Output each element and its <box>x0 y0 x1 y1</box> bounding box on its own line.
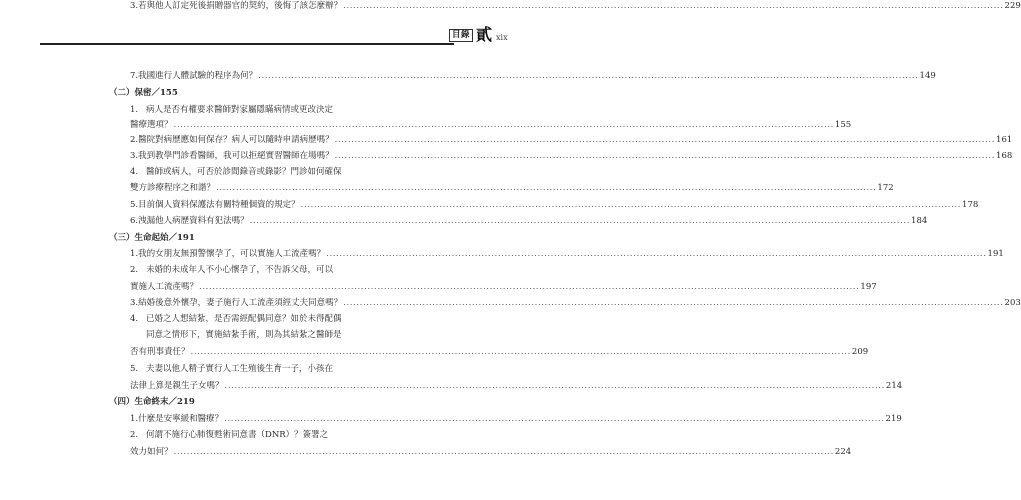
toc-entry <box>130 313 342 325</box>
header-tag: 目錄 <box>449 29 473 42</box>
entry-number: 1. <box>130 414 139 424</box>
toc-entry <box>130 297 1021 309</box>
leader-dots: ........................................................................................................................................................................................................ <box>199 282 860 292</box>
entry-title: 雙方診療程序之和諧？ <box>130 183 216 193</box>
toc-entry <box>130 248 1004 260</box>
entry-page: 197 <box>860 282 877 292</box>
entry-title: 醫院對病歷應如何保存？病人可以隨時申請病歷嗎？ <box>138 135 334 145</box>
toc-entry <box>130 380 903 392</box>
entry-number: 4. <box>130 167 139 177</box>
leader-dots: ........................................................................................................................................................................................................ <box>334 151 996 161</box>
entry-title: 目前個人資料保護法有關特種個資的規定？ <box>138 200 300 210</box>
entry-number: 5. <box>130 364 139 374</box>
entry-title: 結婚後意外懷孕，妻子施行人工流產須經丈夫同意嗎？ <box>138 298 343 308</box>
toc-entry <box>130 166 342 178</box>
entry-title: 未婚的未成年人不小心懷孕了，不告訴父母，可以 <box>146 265 334 275</box>
section-heading <box>109 87 178 99</box>
toc-entry <box>130 264 333 276</box>
entry-title: 我的女朋友無預警懷孕了，可以實施人工流產嗎？ <box>138 249 326 259</box>
leader-dots: ........................................................................................................................................................................................................ <box>173 447 834 457</box>
entry-page: 229 <box>1004 1 1021 11</box>
toc-entry <box>130 329 342 341</box>
entry-number: 2. <box>130 135 139 145</box>
entry-number: 1. <box>130 105 139 115</box>
entry-number: 1. <box>130 249 139 259</box>
entry-title: 醫師或病人，可否於診間錄音或錄影？門診如何確保 <box>146 167 342 177</box>
toc-entry <box>130 0 1021 12</box>
leader-dots: ........................................................................................................................................................................................................ <box>326 249 987 259</box>
entry-number: 7. <box>130 71 139 81</box>
entry-page: 214 <box>885 381 903 391</box>
entry-title: 實施人工流產嗎？ <box>130 282 199 292</box>
page-number: xix <box>496 32 508 42</box>
section-title: （三）生命起始／191 <box>109 233 195 243</box>
entry-page: 209 <box>851 347 869 357</box>
leader-dots: ........................................................................................................................................................................................................ <box>343 298 1004 308</box>
running-header <box>449 27 508 43</box>
section-heading <box>109 396 195 408</box>
entry-number: 3. <box>130 151 139 161</box>
leader-dots: ........................................................................................................................................................................................................ <box>190 347 851 357</box>
entry-page: 191 <box>987 249 1004 259</box>
section-title: （二）保密／155 <box>109 88 178 98</box>
entry-page: 168 <box>996 151 1013 161</box>
entry-title: 夫妻以他人精子實行人工生殖後生育一子，小孩在 <box>146 364 334 374</box>
entry-page: 161 <box>996 135 1013 145</box>
entry-number: 5. <box>130 200 139 210</box>
leader-dots: ........................................................................................................................................................................................................ <box>334 135 996 145</box>
entry-title: 已婚之人想結紮，是否需經配偶同意？如於未得配偶 <box>146 314 342 324</box>
leader-dots: ........................................................................................................................................................................................................ <box>258 71 919 81</box>
entry-number: 4. <box>130 314 139 324</box>
entry-title: 若與他人訂定死後捐贈器官的契約，後悔了該怎麼辦？ <box>138 1 343 11</box>
entry-page: 224 <box>834 447 852 457</box>
toc-entry <box>130 70 936 82</box>
entry-number: 2. <box>130 265 139 275</box>
leader-dots: ........................................................................................................................................................................................................ <box>224 381 885 391</box>
entry-title: 同意之情形下，實施結紮手術，則為其結紮之醫師是 <box>146 330 342 340</box>
entry-number: 3. <box>130 298 139 308</box>
toc-entry <box>130 134 1013 146</box>
leader-dots: ........................................................................................................................................................................................................ <box>343 1 1004 11</box>
entry-title: 我到教學門診看醫師，我可以拒絕實習醫師在場嗎？ <box>138 151 334 161</box>
entry-number: 2. <box>130 430 139 440</box>
toc-entry <box>130 182 894 194</box>
leader-dots: ........................................................................................................................................................................................................ <box>173 120 834 130</box>
toc-entry <box>130 199 979 211</box>
entry-title: 效力如何？ <box>130 447 173 457</box>
toc-entry <box>130 429 328 441</box>
entry-page: 184 <box>911 216 928 226</box>
entry-title: 洩漏他人病歷資料有犯法嗎？ <box>138 216 249 226</box>
toc-entry <box>130 104 333 116</box>
entry-page: 155 <box>834 120 852 130</box>
leader-dots: ........................................................................................................................................................................................................ <box>249 216 911 226</box>
entry-page: 172 <box>877 183 894 193</box>
toc-entry <box>130 446 852 458</box>
entry-number: 6. <box>130 216 139 226</box>
entry-title: 病人是否有權要求醫師對家屬隱瞞病情或更改決定 <box>146 105 334 115</box>
header-glyph: 貳 <box>476 25 493 44</box>
header-rule <box>40 43 454 45</box>
toc-entry <box>130 150 1013 162</box>
toc-entry <box>130 281 877 293</box>
toc-entry <box>130 363 333 375</box>
toc-entry <box>130 119 852 131</box>
section-heading <box>109 232 195 244</box>
entry-page: 149 <box>919 71 936 81</box>
entry-title: 醫療選項？ <box>130 120 173 130</box>
toc-entry <box>130 215 928 227</box>
entry-title: 法律上算是親生子女嗎？ <box>130 381 224 391</box>
leader-dots: ........................................................................................................................................................................................................ <box>216 183 877 193</box>
section-title: （四）生命終末／219 <box>109 397 195 407</box>
toc-entry <box>130 346 869 358</box>
entry-title: 何謂不施行心肺復甦術同意書（DNR）？簽署之 <box>146 430 329 440</box>
entry-page: 203 <box>1004 298 1021 308</box>
toc-entry <box>130 413 902 425</box>
entry-title: 否有刑事責任？ <box>130 347 190 357</box>
leader-dots: ........................................................................................................................................................................................................ <box>300 200 962 210</box>
entry-page: 219 <box>885 414 902 424</box>
entry-number: 3. <box>130 1 139 11</box>
entry-title: 我國進行人體試驗的程序為何？ <box>138 71 258 81</box>
entry-title: 什麼是安寧緩和醫療？ <box>138 414 224 424</box>
entry-page: 178 <box>962 200 979 210</box>
leader-dots: ........................................................................................................................................................................................................ <box>224 414 885 424</box>
